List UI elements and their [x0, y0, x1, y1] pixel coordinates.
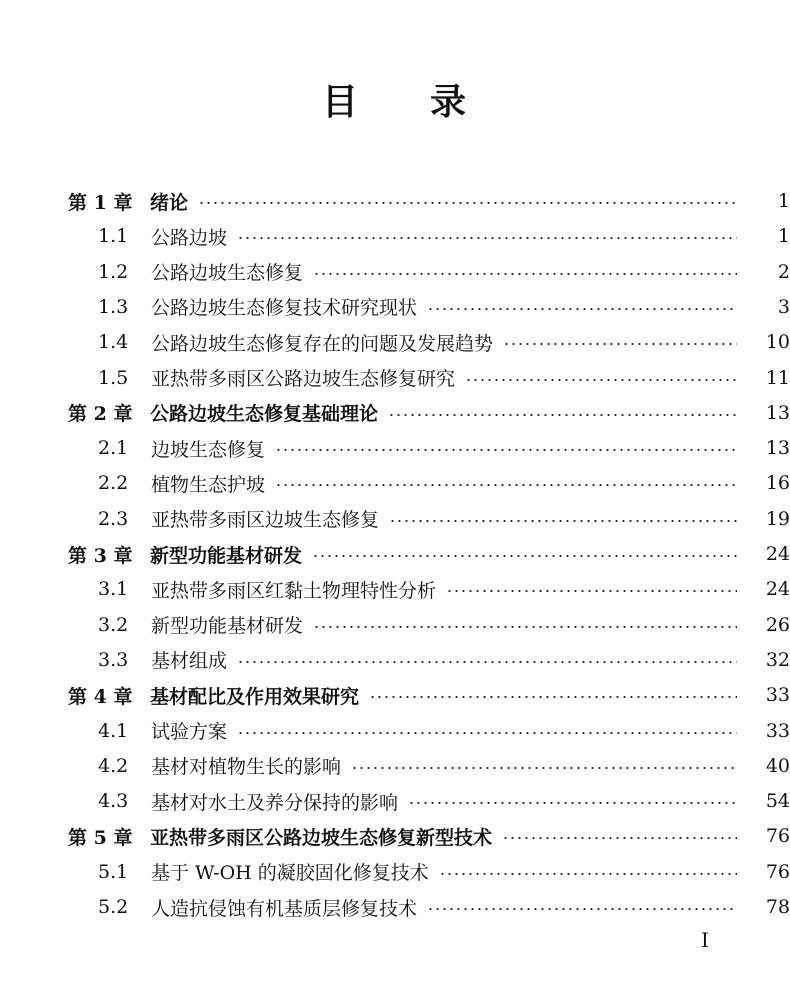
- toc-entry-number: 5.1: [98, 860, 129, 883]
- toc-entry-number: 3.3: [98, 648, 129, 671]
- toc-entry[interactable]: [0, 466, 790, 500]
- toc-entry-page: 26: [765, 613, 790, 636]
- toc-entry-title: 新型功能基材研发: [151, 615, 304, 638]
- toc-entry[interactable]: [0, 678, 790, 712]
- toc-entry-number: 第 4 章: [68, 685, 133, 708]
- toc-entry-number: 1.5: [98, 366, 129, 389]
- toc-entry-page: 24: [765, 543, 790, 565]
- toc-dot-leader: [502, 837, 737, 839]
- toc-entry-number: 第 2 章: [68, 403, 133, 426]
- toc-dot-leader: [313, 273, 737, 275]
- toc-entry-title: 人造抗侵蚀有机基质层修复技术: [151, 897, 418, 920]
- toc-entry-title: 亚热带多雨区公路边坡生态修复新型技术: [150, 826, 493, 849]
- toc-entry-number: 4.1: [98, 719, 129, 742]
- toc-dot-leader: [388, 414, 737, 416]
- toc-entry[interactable]: [0, 784, 790, 818]
- toc-dot-leader: [237, 237, 737, 239]
- toc-entry-page: 10: [765, 331, 790, 354]
- toc-entry-page: 11: [765, 366, 790, 389]
- toc-entry[interactable]: [0, 290, 790, 324]
- toc-entry-number: 1.4: [98, 331, 129, 354]
- toc-entry-number: 第 1 章: [68, 191, 133, 214]
- toc-entry[interactable]: [0, 502, 790, 536]
- toc-entry-title: 公路边坡生态修复: [151, 262, 304, 285]
- toc-dot-leader: [198, 202, 737, 204]
- toc-entry-number: 2.1: [98, 437, 129, 460]
- toc-entry-number: 4.3: [98, 790, 129, 813]
- toc-entry-page: 24: [765, 578, 790, 601]
- toc-dot-leader: [351, 767, 737, 769]
- toc-entry-page: 1: [777, 190, 790, 212]
- toc-entry-number: 1.3: [98, 295, 129, 318]
- title-char-left: 目: [321, 81, 360, 123]
- toc-entry-page: 1: [777, 225, 790, 248]
- toc-entry[interactable]: [0, 219, 790, 253]
- toc-entry-number: 2.3: [98, 507, 129, 530]
- toc-dot-leader: [408, 802, 737, 804]
- toc-entry-number: 第 3 章: [68, 544, 133, 567]
- toc-entry[interactable]: [0, 255, 790, 289]
- toc-entry-page: 33: [765, 719, 790, 742]
- toc-entry[interactable]: [0, 361, 790, 395]
- toc-entry[interactable]: [0, 184, 790, 218]
- toc-entry-title: 公路边坡生态修复技术研究现状: [151, 297, 418, 320]
- toc-entry-title: 公路边坡: [151, 226, 228, 249]
- toc-entry[interactable]: [0, 537, 790, 571]
- toc-dot-leader: [369, 696, 737, 698]
- toc-entry[interactable]: [0, 819, 790, 853]
- toc-dot-leader: [446, 590, 737, 592]
- toc-entry-title: 公路边坡生态修复存在的问题及发展趋势: [151, 332, 494, 355]
- toc-entry-number: 4.2: [98, 754, 129, 777]
- toc-entry[interactable]: [0, 396, 790, 430]
- toc-entry[interactable]: [0, 749, 790, 783]
- toc-entry-number: 3.2: [98, 613, 129, 636]
- toc-dot-leader: [389, 520, 737, 522]
- toc-entry[interactable]: [0, 714, 790, 748]
- toc-dot-leader: [439, 873, 737, 875]
- toc-dot-leader: [312, 555, 737, 557]
- toc-entry-title: 基材对植物生长的影响: [151, 756, 342, 779]
- toc-dot-leader: [427, 308, 737, 310]
- toc-dot-leader: [237, 661, 737, 663]
- toc-entry-page: 40: [765, 754, 790, 777]
- toc-entry[interactable]: [0, 643, 790, 677]
- toc-entry[interactable]: [0, 608, 790, 642]
- toc-entry-title: 基材组成: [151, 650, 228, 673]
- toc-dot-leader: [503, 343, 737, 345]
- toc-dot-leader: [275, 484, 737, 486]
- toc-entry-title: 亚热带多雨区边坡生态修复: [151, 509, 380, 532]
- toc-entry-page: 19: [765, 507, 790, 530]
- toc-entry-page: 76: [765, 825, 790, 848]
- toc-entry-title: 亚热带多雨区红黏土物理特性分析: [151, 579, 437, 602]
- toc-entry-page: 3: [777, 295, 790, 318]
- toc-dot-leader: [313, 626, 737, 628]
- toc-entry-page: 16: [765, 472, 790, 495]
- toc-entry-title: 新型功能基材研发: [150, 544, 303, 567]
- toc-entry-title: 绪论: [150, 191, 189, 214]
- toc-dot-leader: [275, 449, 737, 451]
- toc-dot-leader: [427, 908, 737, 910]
- toc-entry-title: 基于 W-OH 的凝胶固化修复技术: [151, 862, 429, 885]
- toc-entry[interactable]: [0, 431, 790, 465]
- toc-entry-page: 78: [765, 896, 790, 918]
- toc-entry-title: 基材对水土及养分保持的影响: [151, 791, 399, 814]
- toc-entry-title: 植物生态护坡: [151, 473, 266, 496]
- toc-entry-title: 亚热带多雨区公路边坡生态修复研究: [151, 368, 456, 390]
- toc-entry-page: 33: [765, 684, 790, 707]
- toc-entry[interactable]: [0, 325, 790, 359]
- toc-dot-leader: [465, 379, 737, 381]
- toc-entry-number: 第 5 章: [68, 826, 133, 849]
- toc-entry[interactable]: [0, 572, 790, 606]
- toc-entry-page: 54: [765, 790, 790, 813]
- toc-entry-page: 32: [765, 648, 790, 671]
- toc-entry-title: 边坡生态修复: [151, 438, 266, 461]
- toc-entry-page: 2: [777, 260, 790, 283]
- title-char-right: 录: [430, 81, 469, 123]
- toc-entry-number: 5.2: [98, 896, 129, 918]
- toc-entry-page: 76: [765, 860, 790, 883]
- toc-entry-title: 试验方案: [151, 721, 228, 743]
- toc-entry[interactable]: [0, 890, 790, 924]
- toc-entry-number: 1.1: [98, 225, 129, 248]
- page-folio: I: [701, 928, 709, 952]
- toc-entry-title: 公路边坡生态修复基础理论: [150, 403, 379, 426]
- toc-entry-number: 3.1: [98, 578, 129, 601]
- toc-entry-page: 13: [765, 401, 790, 424]
- toc-entry-number: 2.2: [98, 472, 129, 495]
- page-title: [0, 74, 790, 125]
- toc-entry-title: 基材配比及作用效果研究: [150, 685, 360, 708]
- toc-entry-page: 13: [765, 437, 790, 460]
- toc-dot-leader: [237, 732, 737, 734]
- toc-entry-number: 1.2: [98, 260, 129, 283]
- toc-entry[interactable]: [0, 855, 790, 889]
